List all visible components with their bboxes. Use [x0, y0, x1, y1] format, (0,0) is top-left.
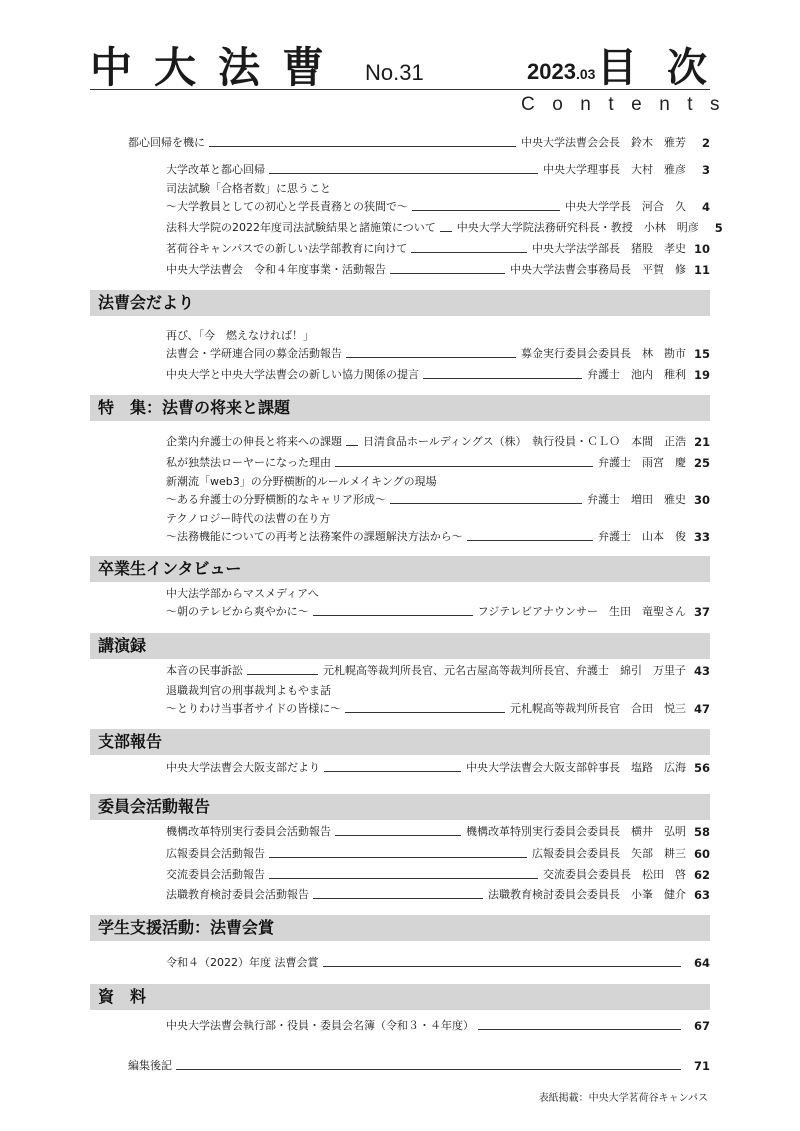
toc-entry[interactable] — [166, 366, 710, 384]
dotted-leader — [412, 210, 560, 211]
entry-page: 10 — [693, 242, 710, 256]
toc-entry[interactable] — [166, 454, 710, 472]
dotted-leader — [335, 835, 461, 836]
issue-month: .03 — [575, 66, 596, 82]
entry-title: 編集後記 — [128, 1059, 172, 1072]
toc-entry[interactable] — [166, 603, 710, 621]
entry-title: 法科大学院の2022年度司法試験結果と諸施策について — [166, 221, 436, 234]
entry-title: 中央大学法曹会執行部・役員・委員会名簿（令和３・４年度） — [166, 1019, 474, 1032]
entry-page: 64 — [693, 956, 710, 970]
issue-year: 2023 — [527, 59, 576, 84]
entry-page: 71 — [693, 1059, 710, 1073]
entry-title: 交流委員会活動報告 — [166, 868, 265, 881]
entry-title-line1: 司法試験「合格者数」に思うこと — [166, 182, 331, 195]
entry-page: 21 — [694, 435, 711, 449]
section-heading-text: 法曹会だより — [98, 293, 195, 312]
entry-title: ～とりわけ当事者サイドの皆様に～ — [166, 702, 342, 715]
toc-entry[interactable] — [166, 954, 710, 972]
entry-author: 元札幌高等裁判所長官、元名古屋高等裁判所長官、弁護士 綿引 万里子 — [323, 664, 686, 677]
dotted-leader — [478, 1029, 681, 1030]
entry-author: 法職教育検討委員会委員長 小峯 健介 — [488, 888, 686, 901]
entry-title: 法曹会・学研連合同の募金活動報告 — [166, 347, 342, 360]
entry-author: 中央大学法曹会事務局長 平賀 修 — [510, 263, 686, 276]
section-heading — [90, 729, 710, 755]
entry-title: ～ある弁護士の分野横断的なキャリア形成～ — [166, 493, 386, 506]
dotted-leader — [323, 966, 682, 967]
entry-title: 茗荷谷キャンパスでの新しい法学部教育に向けて — [166, 242, 408, 255]
section-heading — [90, 395, 710, 421]
section-heading-text: 講演録 — [98, 636, 147, 655]
toc-entry[interactable] — [166, 528, 710, 546]
dotted-leader — [423, 378, 582, 379]
section-heading — [90, 794, 710, 820]
entry-title: 本音の民事訴訟 — [166, 664, 243, 677]
entry-title: 中央大学法曹会 令和４年度事業・活動報告 — [166, 263, 386, 276]
section-heading-text: 学生支援活動：法曹会賞 — [98, 918, 275, 937]
entry-author: 機構改革特別実行委員会委員長 横井 弘明 — [466, 825, 686, 838]
section-heading — [90, 290, 710, 316]
entry-title: 広報委員会活動報告 — [166, 847, 265, 860]
entry-page: 3 — [701, 163, 710, 177]
entry-author: 中央大学学長 河合 久 — [565, 200, 686, 213]
entry-author: 中央大学理事長 大村 雅彦 — [543, 163, 686, 176]
toc-entry[interactable] — [166, 662, 710, 680]
toc-entry[interactable] — [166, 345, 710, 363]
issue-number: No.31 — [365, 60, 424, 85]
toc-entry[interactable] — [166, 261, 710, 279]
dotted-leader — [269, 857, 527, 858]
toc-entry[interactable] — [166, 240, 710, 258]
entry-author: 日清食品ホールディングス（株） 執行役員・ＣＬＯ 本間 正浩 — [363, 435, 687, 448]
section-heading-text: 委員会活動報告 — [98, 797, 211, 816]
dotted-leader — [313, 898, 483, 899]
toc-entry[interactable] — [166, 886, 710, 904]
section-heading-text: 卒業生インタビュー — [98, 559, 242, 578]
entry-title: 法職教育検討委員会活動報告 — [166, 888, 309, 901]
entry-title: ～法務機能についての再考と法務案件の課題解決方法から～ — [166, 530, 463, 543]
entry-title: 令和４（2022）年度 法曹会賞 — [166, 956, 319, 969]
entry-page: 37 — [693, 605, 710, 619]
entry-page: 60 — [693, 847, 710, 861]
toc-entry[interactable] — [166, 866, 710, 884]
cover-credit: 表紙掲載：中央大学茗荷谷キャンパス — [538, 1093, 708, 1104]
contents-label: Contents — [521, 94, 738, 115]
entry-author: 弁護士 増田 雅史 — [587, 493, 686, 506]
toc-entry[interactable] — [166, 823, 710, 841]
entry-title: 中央大学と中央大学法曹会の新しい協力関係の提言 — [166, 368, 419, 381]
entry-page: 56 — [693, 761, 710, 775]
dotted-leader — [209, 146, 516, 147]
entry-title: ～朝のテレビから爽やかに～ — [166, 605, 309, 618]
entry-page: 58 — [693, 825, 710, 839]
toc-heading: 目次 — [597, 45, 737, 91]
entry-author: 元札幌高等裁判所長官 合田 悦三 — [510, 702, 686, 715]
toc-entry[interactable] — [166, 759, 710, 777]
entry-title: 私が独禁法ローヤーになった理由 — [166, 456, 331, 469]
entry-page: 62 — [693, 868, 710, 882]
entry-author: フジテレビアナウンサー 生田 竜聖さん — [477, 605, 686, 618]
dotted-leader — [269, 173, 538, 174]
issue-date — [527, 58, 595, 88]
toc-entry[interactable] — [128, 134, 710, 152]
entry-title: 都心回帰を機に — [128, 136, 205, 149]
dotted-leader — [269, 878, 538, 879]
entry-author: 中央大学法学部長 猪股 孝史 — [532, 242, 686, 255]
entry-page: 33 — [693, 530, 710, 544]
entry-page: 4 — [701, 200, 710, 214]
toc-entry[interactable] — [166, 161, 710, 179]
entry-author: 弁護士 山本 俊 — [598, 530, 686, 543]
dotted-leader — [346, 357, 516, 358]
entry-page: 47 — [693, 702, 710, 716]
entry-page: 19 — [693, 368, 710, 382]
entry-author: 募金実行委員会委員長 林 勘市 — [521, 347, 686, 360]
entry-author: 広報委員会委員長 矢部 耕三 — [532, 847, 686, 860]
entry-title-line1: 新潮流「web3」の分野横断的ルールメイキングの現場 — [166, 475, 437, 488]
header-divider — [90, 89, 710, 90]
section-heading — [90, 556, 710, 582]
section-heading-text: 支部報告 — [98, 732, 163, 751]
toc-entry[interactable] — [166, 219, 723, 237]
dotted-leader — [390, 503, 582, 504]
entry-author: 中央大学法曹会大阪支部幹事長 塩路 広海 — [466, 761, 686, 774]
dotted-leader — [467, 540, 593, 541]
toc-entry[interactable] — [166, 845, 710, 863]
journal-title: 中大法曹 — [90, 43, 347, 92]
entry-page: 63 — [693, 888, 710, 902]
dotted-leader — [411, 252, 527, 253]
entry-author: 中央大学大学院法務研究科長・教授 小林 明彦 — [456, 221, 699, 234]
toc-entry[interactable] — [166, 198, 710, 216]
entry-title: 大学改革と都心回帰 — [166, 163, 265, 176]
toc-entry[interactable] — [166, 1017, 710, 1035]
entry-author: 中央大学法曹会会長 鈴木 雅芳 — [521, 136, 686, 149]
entry-page: 25 — [693, 456, 710, 470]
entry-page: 5 — [714, 221, 723, 235]
dotted-leader — [346, 445, 358, 446]
dotted-leader — [335, 466, 593, 467]
entry-title-line1: 退職裁判官の刑事裁判よもやま話 — [166, 684, 331, 697]
entry-title: 企業内弁護士の伸長と将来への課題 — [166, 435, 342, 448]
entry-page: 11 — [693, 263, 710, 277]
entry-page: 43 — [693, 664, 710, 678]
toc-entry[interactable] — [166, 491, 710, 509]
toc-entry-postscript[interactable] — [128, 1057, 710, 1075]
entry-title-line1: 再び、「今 燃えなければ！」 — [166, 329, 315, 342]
section-heading — [90, 984, 710, 1010]
dotted-leader — [324, 771, 461, 772]
entry-title-line1: テクノロジー時代の法曹の在り方 — [166, 512, 331, 525]
entry-page: 15 — [693, 347, 710, 361]
dotted-leader — [440, 231, 452, 232]
toc-entry[interactable] — [166, 433, 710, 451]
entry-title: 機構改革特別実行委員会活動報告 — [166, 825, 331, 838]
section-heading — [90, 633, 710, 659]
entry-title: 中央大学法曹会大阪支部だより — [166, 761, 320, 774]
entry-author: 弁護士 雨宮 慶 — [598, 456, 686, 469]
toc-entry[interactable] — [166, 700, 710, 718]
dotted-leader — [176, 1069, 681, 1070]
entry-author: 交流委員会委員長 松田 啓 — [543, 868, 686, 881]
dotted-leader — [313, 615, 473, 616]
entry-title-line1: 中大法学部からマスメディアへ — [166, 587, 319, 600]
dotted-leader — [345, 712, 505, 713]
entry-author: 弁護士 池内 稚利 — [587, 368, 686, 381]
entry-title: ～大学教員としての初心と学長責務との狭間で～ — [166, 200, 408, 213]
entry-page: 30 — [693, 493, 710, 507]
dotted-leader — [247, 674, 318, 675]
entry-page: 2 — [701, 136, 710, 150]
section-heading-text: 特 集：法曹の将来と課題 — [98, 398, 291, 417]
section-heading — [90, 915, 710, 941]
section-heading-text: 資 料 — [98, 987, 147, 1006]
dotted-leader — [390, 273, 505, 274]
entry-page: 67 — [693, 1019, 710, 1033]
